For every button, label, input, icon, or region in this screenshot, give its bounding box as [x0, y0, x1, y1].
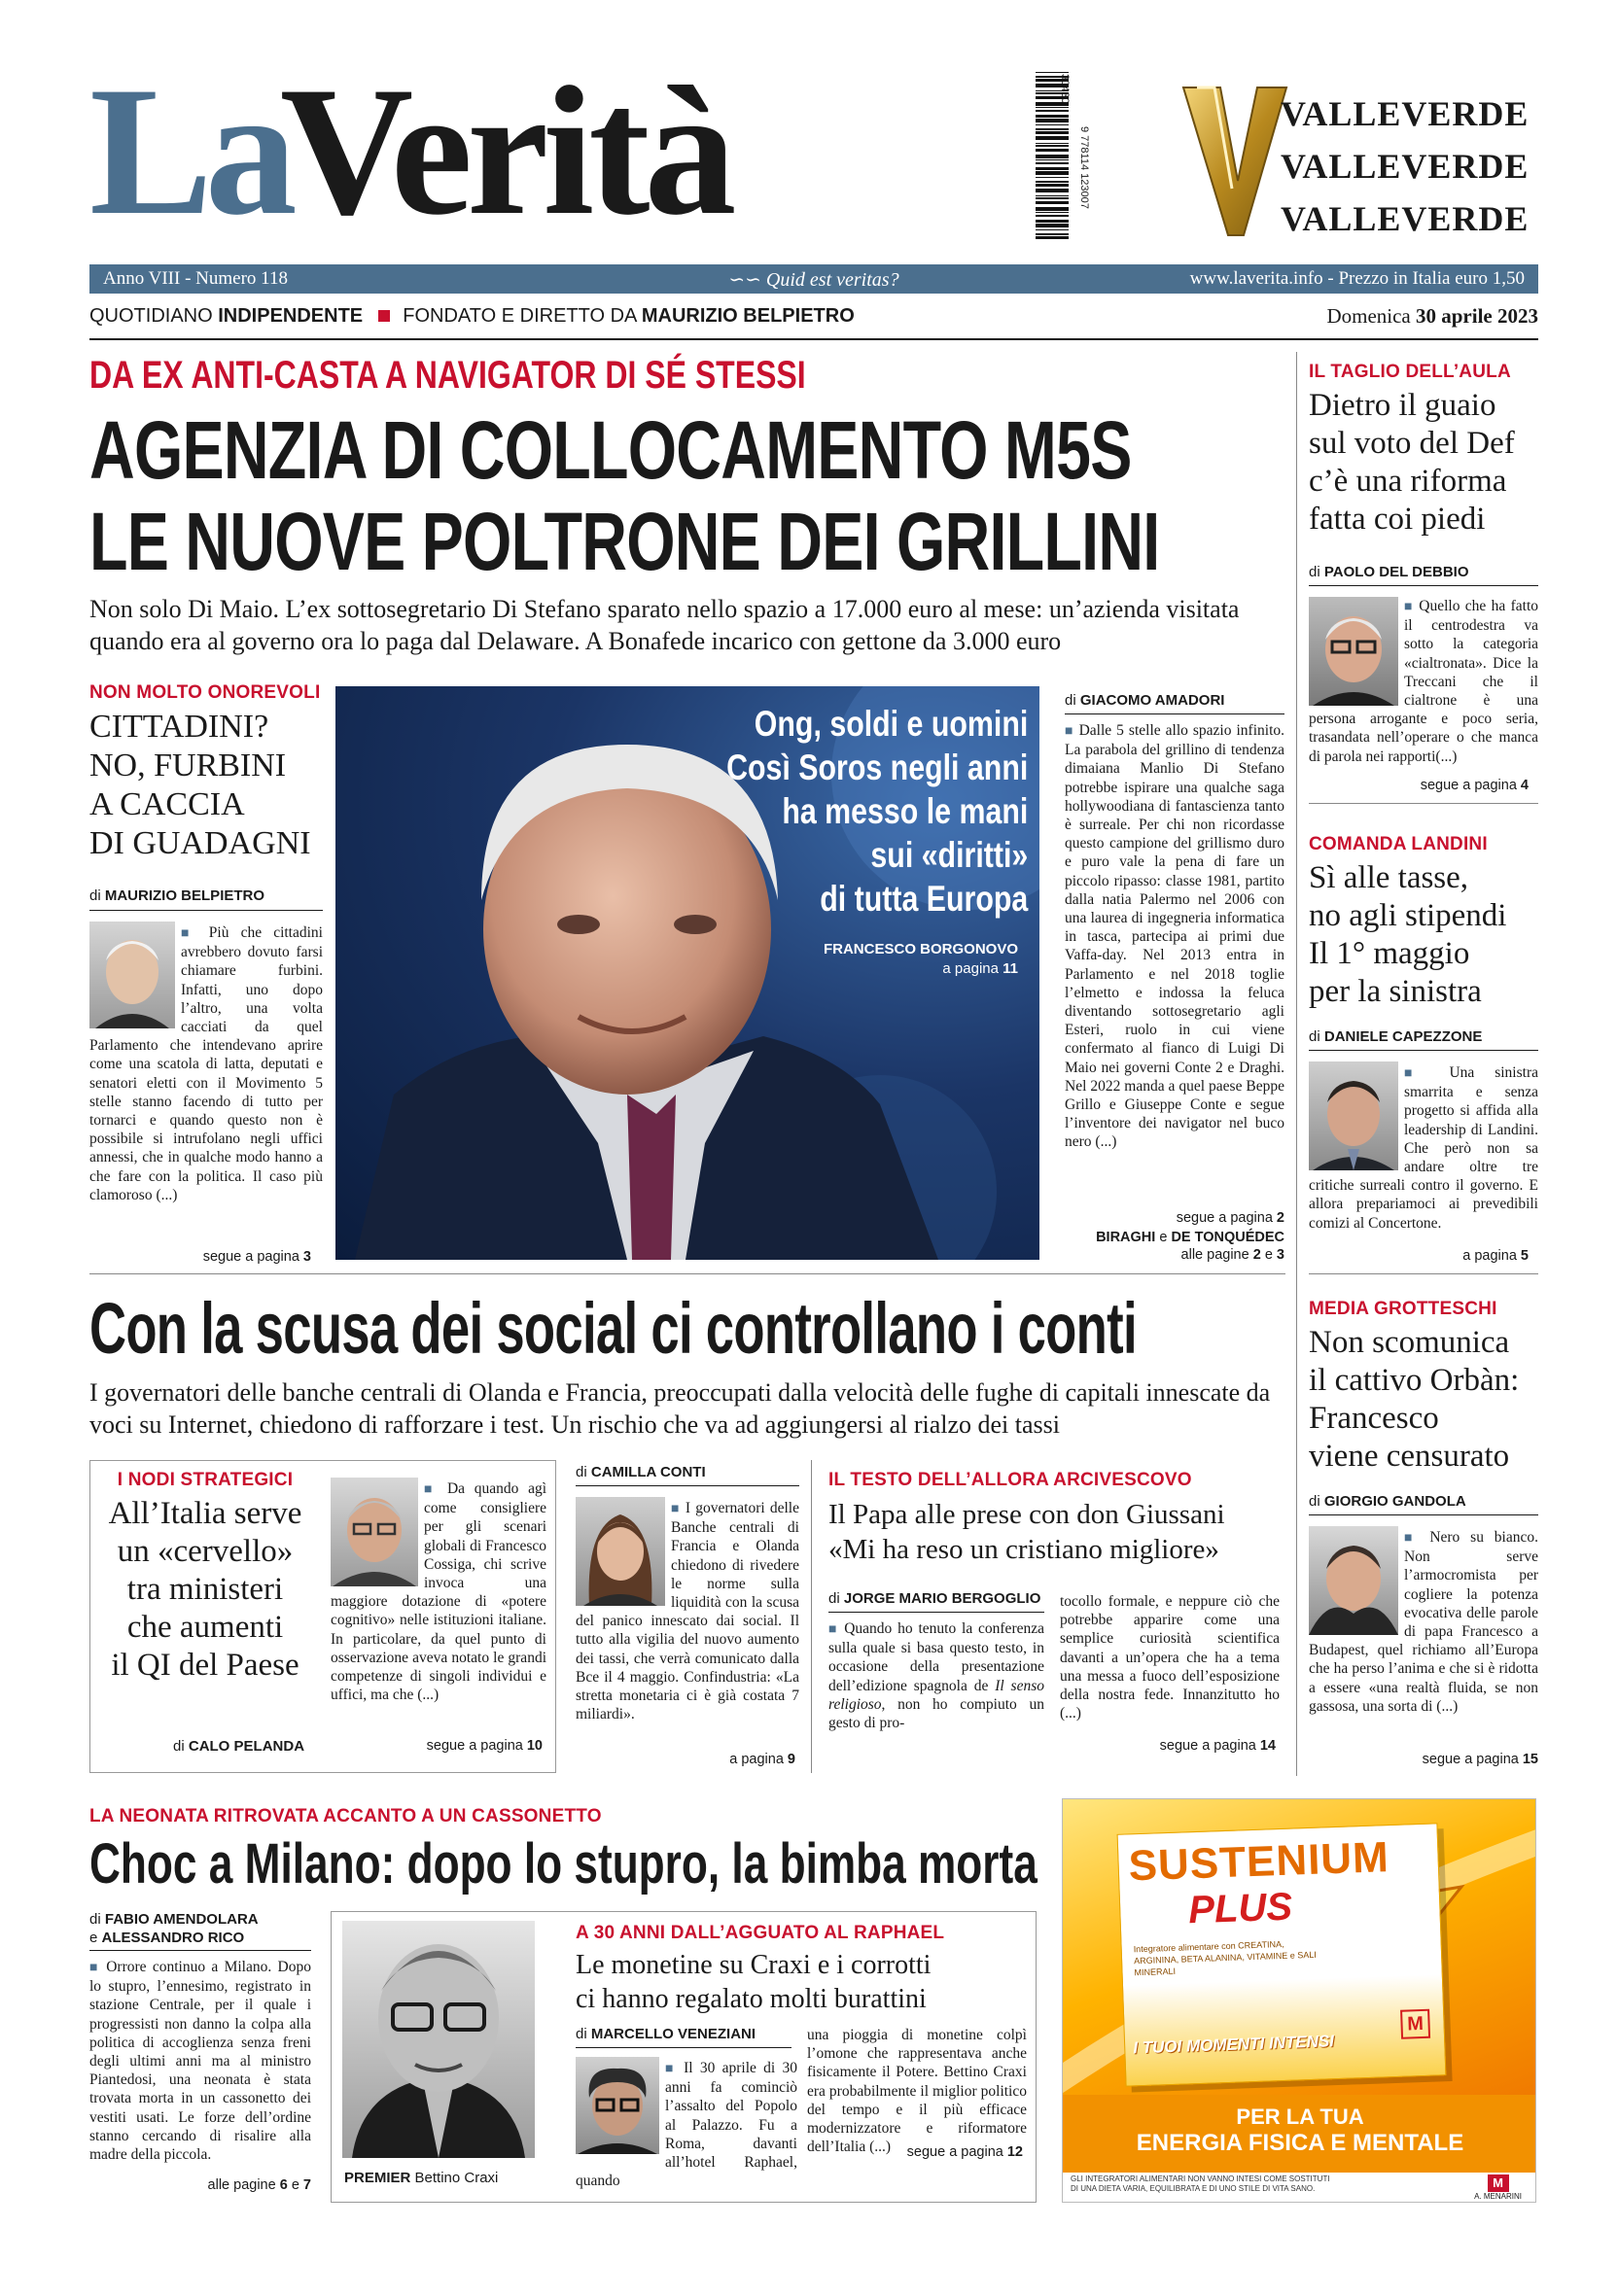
soros-page [942, 960, 1018, 977]
right1-kicker: IL TAGLIO DELL’AULA [1309, 362, 1511, 382]
ad-maker-text: A. MENARINI [1474, 2192, 1522, 2201]
right1-headline-line: fatta coi piedi [1309, 502, 1486, 537]
right-column-divider [1296, 352, 1297, 1776]
right3-byline [1309, 1493, 1466, 1510]
pelanda-headline-line: All’Italia serve [108, 1496, 302, 1531]
pelanda-body-text: Da quando agì come consigliere per gli scenari globali di Francesco Cossiga, chi scrive invoca una maggiore dotazione di «potere cognitivo» nelle istituzioni italiane. In particolare, da quel punto di osservazione aveva notato le grandi competenze di singoli individui e uffici, ma che (...) [331, 1480, 547, 1704]
byline-di: di [576, 1464, 587, 1480]
amadori-others-pages[interactable] [1065, 1247, 1284, 1263]
lead-headline-1[interactable]: AGENZIA DI COLLOCAMENTO M5S [89, 404, 1132, 496]
right2-headline-line: Il 1° maggio [1309, 936, 1470, 971]
soros-page-num: 11 [1002, 960, 1018, 977]
craxi-byline-rule [576, 2047, 791, 2048]
pelanda-body: ■ Da quando agì come consigliere per gli scenari globali di Francesco Cossiga, chi scrive invoca una maggiore dotazione di «potere cognitivo» nelle istituzioni italiane. In particolare, da quel punto di osservazione aveva notato le grandi competenze di singoli individui e uffici, ma che (...) [331, 1480, 547, 1704]
others-pages: alle pagine [1180, 1247, 1253, 1263]
conti-byline [576, 1464, 706, 1480]
sponsor-line-1: VALLEVERDE [1281, 94, 1530, 133]
left-byline [89, 887, 264, 904]
pelanda-segue[interactable] [331, 1738, 543, 1754]
caption-a: PREMIER [344, 2170, 411, 2186]
byline-author: PAOLO DEL DEBBIO [1323, 564, 1469, 580]
milano-body: ■ Orrore continuo a Milano. Dopo lo stupro, l’ennesimo, registrato in stazione Centrale, per il quale i progressisti non danno la colpa alla politica di accoglienza senza freni degli ultimi anni ma al ministro Piantedosi, una neonata è stata trovata morta in un cassonetto dei vestiti usati. Le forze dell’ordine stanno cercando di risalire alla madre della piccola. [89, 1959, 311, 2164]
milano-body-text: Orrore continuo a Milano. Dopo lo stupro, l’ennesimo, registrato in stazione Centrale, per il quale i progressisti non danno la colpa alla politica di accoglienza senza freni degli ultimi anni ma al ministro Piantedosi, una neonata è stata trovata morta in un cassonetto dei vestiti usati. Le forze dell’ordine stanno cercando di risalire alla madre della piccola. [89, 1959, 311, 2164]
left-segue[interactable] [89, 1249, 311, 1265]
right3-headline[interactable] [1309, 1324, 1538, 1476]
others-and: e [1260, 1247, 1277, 1263]
issue-date [1326, 304, 1538, 329]
pelanda-kicker: I NODI STRATEGICI [117, 1470, 294, 1490]
tagline-b: INDIPENDENTE [218, 305, 364, 327]
segue-page: 15 [1522, 1752, 1538, 1767]
others-e: e [1155, 1230, 1172, 1245]
sponsor-valleverde[interactable] [1181, 66, 1541, 251]
right2-segue[interactable] [1309, 1248, 1529, 1264]
milano-byline-rule [89, 1950, 311, 1951]
lead-headline-2[interactable]: LE NUOVE POLTRONE DEI GRILLINI [89, 496, 1160, 587]
bergoglio-body-col1: ■ Quando ho tenuto la conferenza sulla quale si basa questo testo, in occasione della presentazione dell’edizione spagnola de Il senso religioso, non ho compiuto un gesto di pro- [828, 1620, 1044, 1732]
byline-di: di [89, 887, 101, 904]
pelanda-headline-line: che aumenti [126, 1610, 284, 1645]
byline-and: e [89, 1930, 98, 1946]
left-body: ■ Più che cittadini avrebbero dovuto farsi chiamare furbini. Infatti, uno dopo l’altro, una volta cacciati da quel Parlamento che intendevano aprire come una scatola di latta, deputati e senatori eletti con il Movimento 5 stelle stanno facendo di tutto per tornarci e quando questo non è possibile si intrufolano negli uffici annessi, che in qualche modo hanno a che fare con la politica. Il caso più clamoroso (...) [89, 924, 323, 1203]
amadori-segue[interactable] [1065, 1210, 1284, 1226]
craxi-body-col1: ■ Il 30 aprile di 30 anni fa cominciò l’assalto del Popolo al Palazzo. Fu a Roma, davanti all’hotel Raphael, quando [576, 2060, 797, 2190]
segue-text: a pagina [729, 1752, 788, 1767]
second-headline[interactable]: Con la scusa dei social ci controllano i conti [89, 1288, 1137, 1369]
segue-text: segue a pagina [1420, 778, 1521, 793]
bergoglio-body-b: , non ho compiuto un gesto di pro- [828, 1695, 1044, 1732]
others-b: DE TONQUÉDEC [1171, 1230, 1284, 1245]
segue-text: segue a pagina [1176, 1210, 1277, 1226]
soros-title-line: ha messo le mani [782, 791, 1028, 831]
right3-kicker: MEDIA GROTTESCHI [1309, 1299, 1497, 1319]
barcode-number: 9 778114 123007 [1078, 126, 1090, 209]
amadori-body-text: Dalle 5 stelle allo spazio infinito. La parabola del grillino di tendenza dimaiana Manlio Di Stefano potrebbe ispirare una qualche saga hollywoodiana di fantascienza tanto è surreale. Per chi non ricordasse questo campione del grillismo duro e puro vale la pena di fare un piccolo ripasso: classe 1981, partito dalla natia Palermo nel 2006 con una laurea di ingegneria informatica in tasca, partecipa ai primi due Vaffa-day. Nel 2013 entra in Parlamento e nel 2018 toglie l’elmetto e indossa la feluca diventando sottosegretario agli Esteri, ruolo in cui viene confermato al fianco di Luigi Di Maio nei governi Conte 2 e Draghi. Nel 2022 manda a quel paese Beppe Grillo e Giuseppe Conte e segue l’inventore dei navigator nel buco nero (...) [1065, 722, 1284, 1151]
milano-headline[interactable]: Choc a Milano: dopo lo stupro, la bimba morta [89, 1832, 1038, 1896]
soros-title-line: di tutta Europa [819, 879, 1028, 919]
byline-author-2: ALESSANDRO RICO [101, 1930, 245, 1946]
date-a: Domenica [1326, 304, 1416, 328]
ad-cta-2: ENERGIA FISICA E MENTALE [1136, 2130, 1464, 2156]
craxi-byline [576, 2026, 756, 2042]
ad-pack [1117, 1823, 1447, 2086]
right1-headline-line: Dietro il guaio [1309, 388, 1496, 423]
date-b: 30 aprile 2023 [1416, 304, 1538, 328]
segue-page: 4 [1520, 778, 1529, 793]
craxi-body-2: una pioggia di monetine colpì l’omone che rappresentava anche fisicamente il Potere. Bettino Craxi era probabilmente il miglior politico del tempo e il più efficace modernizzatore e riformatore dell’Italia (...) [807, 2027, 1027, 2156]
craxi-kicker: A 30 ANNI DALL’AGGUATO AL RAPHAEL [576, 1923, 945, 1943]
byline-author: DANIELE CAPEZZONE [1323, 1028, 1483, 1045]
craxi-headline-line: ci hanno regalato molti burattini [576, 1984, 927, 2014]
right2-end-rule [1309, 1273, 1538, 1274]
bergoglio-headline-line: Il Papa alle prese con don Giussani [828, 1499, 1225, 1530]
pelanda-headline[interactable] [99, 1495, 311, 1685]
lead-kicker: DA EX ANTI-CASTA A NAVIGATOR DI SÉ STESSI [89, 354, 806, 397]
conti-body-text: I governatori delle Banche centrali di Francia e Olanda chiedono di rivedere le norme sulla liquidità con la scusa del panico innescato dai social. Il tutto alla vigilia del nuovo aumento dei tassi, che verrà comunicato dalla Bce il 4 maggio. Confindustria: «La stretta monetaria ci è già costata 7 miliardi». [576, 1500, 799, 1723]
pelanda-byline [173, 1738, 304, 1755]
byline-author-1: FABIO AMENDOLARA [104, 1911, 259, 1928]
pelanda-headline-line: il QI del Paese [111, 1648, 299, 1683]
motto-flourish-icon: ∽∽ [728, 269, 766, 291]
tagline-a: QUOTIDIANO [89, 305, 219, 327]
bergoglio-byline-rule [828, 1612, 1044, 1613]
tagline-square-icon [378, 310, 390, 322]
right2-headline-line: Sì alle tasse, [1309, 860, 1469, 895]
milano-segue[interactable] [89, 2177, 311, 2193]
segue-text: alle pagine [207, 2177, 280, 2193]
conti-segue[interactable] [576, 1752, 795, 1767]
amadori-byline-rule [1065, 713, 1284, 714]
right3-body-text: Nero su bianco. Non serve l’armocromista per cogliere la potenza evocativa delle parole di papa Francesco a Budapest, quel richiamo all’Europa che ha perso l’anima e che si è ridotta a essere «una realtà fluida, se non gassosa, una sorta di (...) [1309, 1529, 1538, 1715]
sponsor-line-3: VALLEVERDE [1281, 199, 1530, 238]
tagline-d: MAURIZIO BELPIETRO [641, 305, 855, 327]
left-body-text: Più che cittadini avrebbero dovuto farsi chiamare furbini. Infatti, uno dopo l’altro, una volta cacciati da quel Parlamento che intendevano aprire come una scatola di latta, deputati e senatori eletti con il Movimento 5 stelle stanno facendo di tutto per tornarci e quando questo non è possibile si intrufolano negli uffici annessi, che in qualche modo hanno a che fare con la politica. Il caso più clamoroso (...) [89, 924, 323, 1203]
craxi-segue[interactable] [807, 2144, 1023, 2160]
byline-author: CALO PELANDA [188, 1738, 305, 1755]
ad-cta-1: PER LA TUA [1236, 2105, 1364, 2129]
soros-photo[interactable] [335, 686, 1039, 1260]
segue-page: 10 [526, 1738, 543, 1754]
conti-divider [811, 1460, 812, 1773]
sustenium-ad[interactable] [1062, 1798, 1536, 2203]
conti-byline-rule [576, 1485, 799, 1486]
soros-title [726, 702, 1028, 921]
bergoglio-headline[interactable] [828, 1497, 1285, 1567]
second-subhead: I governatori delle banche centrali di Olanda e Francia, preoccupati dalla velocità delle fughe di capitali innescate da voci su Internet, chiedono di rafforzare i test. Un rischio che va ad aggiungersi al rialzo dei tassi [89, 1378, 1271, 1439]
right1-byline [1309, 564, 1468, 580]
left-headline[interactable] [89, 708, 323, 863]
ad-brand-sub: PLUS [1187, 1885, 1293, 1932]
right3-segue[interactable] [1309, 1752, 1538, 1767]
left-headline-line: CITTADINI? [89, 709, 269, 745]
byline-di: di [1309, 1028, 1320, 1045]
sponsor-line-2: VALLEVERDE [1281, 147, 1530, 186]
byline-di: di [173, 1738, 185, 1755]
left-kicker: NON MOLTO ONOREVOLI [89, 682, 321, 703]
byline-di: di [1309, 1493, 1320, 1510]
left-headline-line: DI GUADAGNI [89, 825, 311, 861]
byline-author: CAMILLA CONTI [590, 1464, 706, 1480]
barcode-issue: 30430 [1059, 74, 1071, 104]
ad-disclaimer: GLI INTEGRATORI ALIMENTARI NON VANNO INTESI COME SOSTITUTI DI UNA DIETA VARIA, EQUILIBRATA E DI UNO STILE DI VITA SANO. [1071, 2174, 1330, 2193]
byline-di: di [828, 1590, 840, 1607]
segue-page: 9 [787, 1752, 795, 1767]
ad-maker [1474, 2174, 1522, 2201]
left-headline-line: NO, FURBINI [89, 748, 287, 783]
segue-text: segue a pagina [202, 1249, 303, 1265]
bergoglio-byline [828, 1590, 1040, 1607]
bergoglio-body-a: Quando ho tenuto la conferenza sulla quale si basa questo testo, in occasione della presentazione dell’edizione spagnola de [828, 1620, 1044, 1694]
left-byline-rule [89, 910, 323, 911]
barcode [1036, 68, 1092, 243]
site-price[interactable]: www.laverita.info - Prezzo in Italia euro 1,50 [1189, 268, 1525, 289]
right2-byline [1309, 1028, 1482, 1045]
segue-text: segue a pagina [1422, 1752, 1523, 1767]
right3-headline-line: il cattivo Orbàn: [1309, 1363, 1520, 1398]
segue-page: 14 [1259, 1738, 1276, 1754]
right1-byline-rule [1309, 585, 1538, 586]
craxi-caption [344, 2170, 498, 2186]
right2-headline-line: no agli stipendi [1309, 898, 1507, 933]
segue-page: 2 [1276, 1210, 1284, 1226]
right1-headline-line: sul voto del Def [1309, 426, 1515, 461]
right1-end-rule [1309, 803, 1538, 804]
menarini-logo-icon: M [1400, 2009, 1430, 2039]
right3-headline-line: Francesco [1309, 1401, 1439, 1436]
segue-page: 3 [302, 1249, 311, 1265]
milano-byline [89, 1910, 259, 1947]
byline-di: di [1065, 692, 1076, 709]
second-top-rule [89, 1273, 1285, 1274]
right1-headline-line: c’è una riforma [1309, 464, 1507, 499]
segue-text: segue a pagina [426, 1738, 527, 1754]
others-p2: 3 [1276, 1247, 1284, 1263]
right3-headline-line: Non scomunica [1309, 1325, 1510, 1360]
segue-text: segue a pagina [906, 2144, 1007, 2160]
byline-author: JORGE MARIO BERGOGLIO [843, 1590, 1041, 1607]
bergoglio-body-col2 [1060, 1592, 1280, 1722]
conti-body: ■ I governatori delle Banche centrali di Francia e Olanda chiedono di rivedere le norme sulla liquidità con la scusa del panico innescato dai social. Il tutto alla vigilia del nuovo aumento dei tassi, che verrà comunicato dalla Bce il 4 maggio. Confindustria: «La stretta monetaria ci è già costata 7 miliardi». [576, 1500, 799, 1723]
right2-body-text: Una sinistra smarrita e senza progetto si affida alla leadership di Landini. Che però non sa andare oltre tre critiche surreali contro il governo. E allora prepariamoci ai prevedibili comizi al Concertone. [1309, 1064, 1538, 1232]
tagline-c: FONDATO E DIRETTO DA [403, 305, 642, 327]
milano-kicker: LA NEONATA RITROVATA ACCANTO A UN CASSONETTO [89, 1806, 602, 1826]
segue-text: segue a pagina [1159, 1738, 1260, 1754]
issue-number: Anno VIII - Numero 118 [103, 268, 288, 289]
byline-author: MARCELLO VENEZIANI [590, 2026, 756, 2042]
menarini-m-icon: M [1488, 2174, 1509, 2192]
right3-byline-rule [1309, 1514, 1538, 1515]
craxi-headline[interactable] [576, 1948, 1033, 2016]
ad-brand: SUSTENIUM [1127, 1833, 1390, 1891]
bergoglio-body-2: tocollo formale, e neppure ciò che potrebbe apparire come una semplice curiosità scientifica davanti a un’opera che ha a tema una messa a fuoco dell’esposizione della nostra fede. Innanzitutto ho (...) [1060, 1593, 1280, 1722]
ad-cta [1063, 2095, 1536, 2173]
masthead-rule [89, 338, 1538, 340]
byline-di: di [89, 1911, 101, 1928]
amadori-byline [1065, 692, 1224, 709]
others-a: BIRAGHI [1096, 1230, 1156, 1245]
craxi-photo [342, 1921, 535, 2158]
soros-title-line: Ong, soldi e uomini [754, 704, 1028, 744]
right1-segue[interactable] [1309, 778, 1529, 793]
byline-author: GIORGIO GANDOLA [1323, 1493, 1466, 1510]
right3-body: ■ Nero su bianco. Non serve l’armocromista per cogliere la potenza evocativa delle parole di papa Francesco a Budapest, quel richiamo all’Europa che ha perso l’anima e che si è ridotta a essere «una realtà fluida, se non gassosa, una sorta di (...) [1309, 1529, 1538, 1715]
logo-verita: Verità [280, 50, 731, 254]
others-p1: 2 [1252, 1247, 1261, 1263]
byline-author: GIACOMO AMADORI [1079, 692, 1225, 709]
soros-title-line: Così Soros negli anni [725, 748, 1028, 787]
right2-body: ■ Una sinistra smarrita e senza progetto si affida alla leadership di Landini. Che però non sa andare oltre tre critiche surreali contro il governo. E allora prepariamoci ai prevedibili comizi al Concertone. [1309, 1064, 1538, 1232]
segue-p2: 7 [302, 2177, 311, 2193]
right1-headline[interactable] [1309, 387, 1538, 539]
byline-di: di [576, 2026, 587, 2042]
pelanda-headline-line: tra ministeri [126, 1572, 284, 1607]
lead-subhead: Non solo Di Maio. L’ex sottosegretario Di Stefano sparato nello spazio a 17.000 euro al mese: un’azienda visitata quando era al governo ora lo paga dal Delaware. A Bonafede incarico con gettone da 3.000 euro [89, 595, 1240, 655]
craxi-body-col2 [807, 2026, 1027, 2156]
byline-author: MAURIZIO BELPIETRO [104, 887, 265, 904]
bergoglio-headline-line: «Mi ha reso un cristiano migliore» [828, 1534, 1219, 1565]
amadori-body: ■ Dalle 5 stelle allo spazio infinito. La parabola del grillino di tendenza dimaiana Manlio Di Stefano potrebbe ispirare una qualche saga hollywoodiana di fantascienza tanto è surreale. Per chi non ricordasse questo campione del grillismo duro e puro vale la pena di fare un piccolo ripasso: classe 1981, partito dalla natia Palermo nel 2006 con una laurea di ingegneria informatica in tasca, partecipa ai primi due Vaffa-day. Nel 2013 entra in Parlamento e nel 2018 toglie l’elmetto e indossa la feluca diventando sottosegretario agli Esteri, ruolo in cui viene confermato al fianco di Luigi Di Maio nei governi Conte 2 e Draghi. Nel 2022 manda a quel paese Beppe Grillo e Giuseppe Conte e segue l’inventore dei navigator nel buco nero (...) [1065, 722, 1284, 1151]
right2-headline[interactable] [1309, 859, 1538, 1011]
craxi-headline-line: Le monetine su Craxi e i corrotti [576, 1950, 932, 1980]
craxi-body-text: Il 30 aprile di 30 anni fa cominciò l’assalto del Popolo al Palazzo. Fu a Roma, davanti all’hotel Raphael, quando [576, 2060, 797, 2190]
bergoglio-kicker: IL TESTO DELL’ALLORA ARCIVESCOVO [828, 1470, 1192, 1490]
soros-page-prefix: a pagina [942, 960, 1003, 977]
masthead-logo[interactable] [89, 50, 867, 262]
bergoglio-segue[interactable] [1060, 1738, 1276, 1754]
segue-text: a pagina [1462, 1248, 1521, 1264]
right1-body: ■ Quello che ha fatto il centrodestra va sotto la categoria «cialtronata». Dice la Treccani che il cialtrone è una persona arrogante e poco seria, trasandata nell’operare o che manca di parola nei rapporti(...) [1309, 598, 1538, 765]
bergoglio-body-italic: Il senso religioso [828, 1677, 1044, 1713]
motto-text: Quid est veritas? [765, 269, 899, 291]
segue-page: 5 [1520, 1248, 1529, 1264]
left-headline-line: A CACCIA [89, 786, 245, 822]
segue-p1: 6 [279, 2177, 288, 2193]
caption-b: Bettino Craxi [410, 2170, 499, 2186]
right2-byline-rule [1309, 1050, 1538, 1051]
right2-headline-line: per la sinistra [1309, 974, 1482, 1009]
amadori-others[interactable] [1065, 1230, 1284, 1245]
masthead-band [89, 264, 1538, 294]
soros-author: FRANCESCO BORGONOVO [823, 941, 1018, 957]
byline-di: di [1309, 564, 1320, 580]
segue-page: 12 [1006, 2144, 1023, 2160]
ad-claim: I TUOI MOMENTI INTENSI [1132, 2032, 1335, 2058]
logo-la: La [89, 50, 290, 254]
right2-kicker: COMANDA LANDINI [1309, 834, 1488, 854]
right1-body-text: Quello che ha fatto il centrodestra va sotto la categoria «cialtronata». Dice la Treccani che il cialtrone è una persona arrogante e poco seria, trasandata nell’operare o che manca di parola nei rapporti(...) [1309, 598, 1538, 765]
pelanda-headline-line: un «cervello» [117, 1534, 294, 1569]
valleverde-v-icon [1181, 74, 1288, 239]
tagline [89, 305, 855, 328]
right3-headline-line: viene censurato [1309, 1439, 1510, 1474]
soros-title-line: sui «diritti» [870, 835, 1028, 875]
segue-and: e [287, 2177, 303, 2193]
ad-pack-text: Integratore alimentare con CREATINA, ARGININA, BETA ALANINA, VITAMINE e SALI MINERALI [1133, 1938, 1317, 1978]
